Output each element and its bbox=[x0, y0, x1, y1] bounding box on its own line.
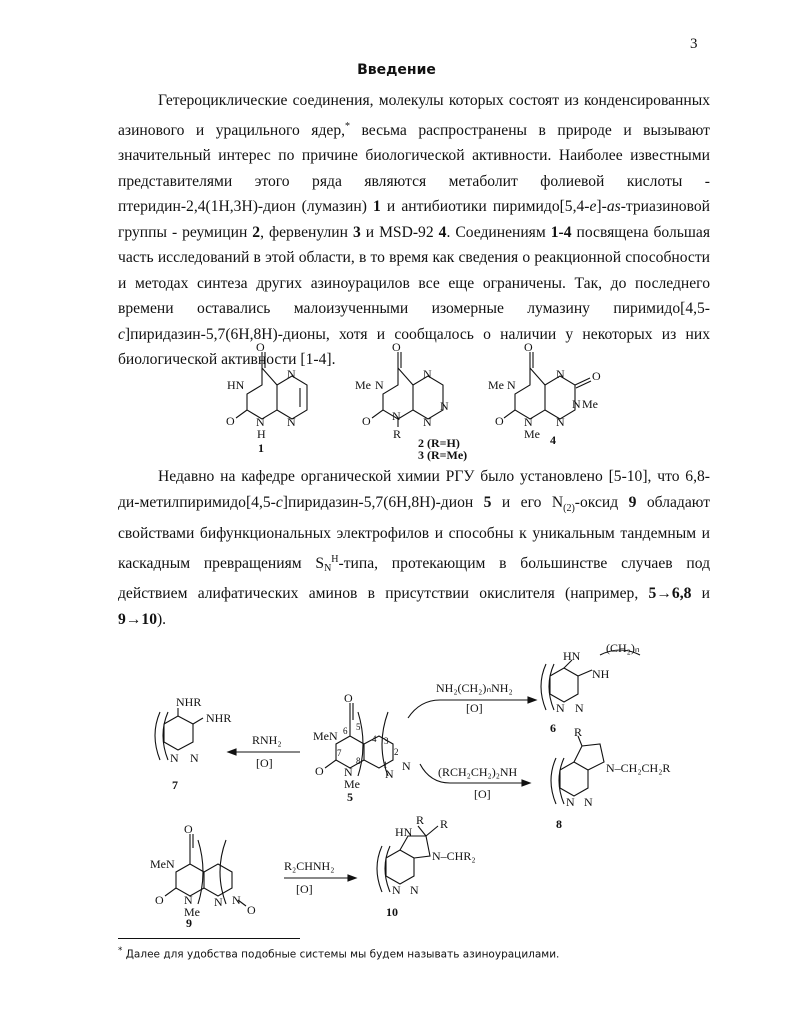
svg-text:N–CHR₂: N–CHR₂ bbox=[432, 849, 476, 863]
reaction-arrow-bottom bbox=[420, 764, 530, 801]
svg-text:N: N bbox=[402, 759, 411, 773]
svg-text:6: 6 bbox=[550, 721, 556, 735]
svg-text:Me: Me bbox=[344, 777, 360, 791]
svg-text:N: N bbox=[170, 751, 179, 765]
svg-text:HN: HN bbox=[227, 378, 245, 392]
svg-text:MeN: MeN bbox=[313, 729, 338, 743]
svg-text:N: N bbox=[423, 367, 432, 381]
svg-text:2 (R=H): 2 (R=H) bbox=[418, 436, 460, 450]
svg-text:N–CH₂CH₂R: N–CH₂CH₂R bbox=[606, 761, 671, 775]
svg-text:O: O bbox=[392, 340, 401, 354]
svg-text:O: O bbox=[226, 414, 235, 428]
section-heading: Введение bbox=[357, 62, 436, 78]
svg-text:N: N bbox=[375, 378, 384, 392]
svg-text:Me: Me bbox=[524, 427, 540, 441]
svg-text:O: O bbox=[184, 822, 193, 836]
svg-text:Me: Me bbox=[582, 397, 598, 411]
svg-text:R: R bbox=[393, 427, 402, 441]
svg-text:O: O bbox=[495, 414, 504, 428]
svg-text:N: N bbox=[556, 701, 565, 715]
svg-text:(CH₂)ₙ: (CH₂)ₙ bbox=[606, 641, 640, 655]
svg-text:[O]: [O] bbox=[256, 756, 273, 770]
reaction-arrow-left bbox=[228, 733, 300, 770]
svg-text:N: N bbox=[410, 883, 419, 897]
svg-text:8: 8 bbox=[356, 756, 361, 766]
svg-text:[O]: [O] bbox=[474, 787, 491, 801]
svg-text:3 (R=Me): 3 (R=Me) bbox=[418, 448, 468, 462]
svg-text:4: 4 bbox=[550, 433, 556, 447]
svg-text:N: N bbox=[344, 765, 353, 779]
svg-text:[O]: [O] bbox=[296, 882, 313, 896]
svg-text:O: O bbox=[344, 691, 353, 705]
svg-text:N: N bbox=[392, 883, 401, 897]
svg-text:R₂CHNH₂: R₂CHNH₂ bbox=[284, 859, 335, 873]
svg-text:O: O bbox=[155, 893, 164, 907]
svg-text:HN: HN bbox=[395, 825, 413, 839]
structure-7 bbox=[155, 695, 231, 792]
svg-text:N: N bbox=[256, 415, 265, 429]
svg-text:N: N bbox=[524, 415, 533, 429]
svg-text:N: N bbox=[423, 415, 432, 429]
svg-text:4: 4 bbox=[372, 734, 377, 744]
intro-paragraph: Гетероциклические соединения, молекулы которых состоят из конденсированных азинового и урацильного ядер,* весьма распространены в природе и вызывают значительный интерес по причине биологической активности. Наиболее известными представителями этого ряда являются метаболит фолиевой кислоты - птеридин-2,4(1H,3H)-дион (лумазин) 1 и антибиотики пиримидо[5,4-e]-as-триазиновой группы - реумицин 2, фервенулин 3 и MSD-92 4. Соединениям 1-4 посвящена большая часть исследований в этой области, в то время как сведения о реакционной способности и методах синтеза других азиноурацилов все еще ограничены. Так, до последнего времени оставались малоизученными изомерные лумазину пиримидо[4,5-c]пиридазин-5,7(6H,8H)-дионы, хотя и сообщалось о наличии у некоторых из них биологической активности [1-4]. bbox=[118, 92, 710, 369]
svg-text:N: N bbox=[287, 415, 296, 429]
svg-text:R: R bbox=[416, 813, 425, 827]
svg-text:Me: Me bbox=[488, 378, 504, 392]
svg-text:7: 7 bbox=[337, 748, 342, 758]
structure-6 bbox=[541, 641, 640, 735]
svg-text:Me: Me bbox=[184, 905, 200, 919]
svg-text:N: N bbox=[556, 415, 565, 429]
structure-10 bbox=[377, 813, 476, 919]
svg-text:NHR: NHR bbox=[206, 711, 232, 725]
reaction-arrow-9-10 bbox=[284, 859, 356, 896]
svg-text:RNH₂: RNH₂ bbox=[252, 733, 282, 747]
svg-text:6: 6 bbox=[343, 726, 348, 736]
structure-1 bbox=[226, 340, 307, 455]
svg-text:N: N bbox=[572, 397, 581, 411]
svg-text:O: O bbox=[362, 414, 371, 428]
svg-text:N: N bbox=[507, 378, 516, 392]
svg-text:O: O bbox=[247, 903, 256, 917]
svg-text:N: N bbox=[232, 893, 241, 907]
svg-text:1: 1 bbox=[258, 441, 264, 455]
svg-text:N: N bbox=[214, 895, 223, 909]
svg-text:N: N bbox=[190, 751, 199, 765]
svg-text:HN: HN bbox=[563, 649, 581, 663]
svg-text:N: N bbox=[556, 367, 565, 381]
svg-text:H: H bbox=[257, 427, 266, 441]
svg-text:3: 3 bbox=[384, 736, 389, 746]
svg-text:N: N bbox=[392, 409, 401, 423]
structure-8 bbox=[551, 725, 670, 831]
svg-text:(RCH₂CH₂)₂NH: (RCH₂CH₂)₂NH bbox=[438, 765, 518, 779]
svg-text:N: N bbox=[575, 701, 584, 715]
svg-text:R: R bbox=[440, 817, 449, 831]
structure-4 bbox=[488, 340, 601, 447]
structure-9 bbox=[150, 822, 256, 930]
svg-text:R: R bbox=[574, 725, 583, 739]
svg-text:O: O bbox=[315, 764, 324, 778]
svg-text:2: 2 bbox=[394, 747, 399, 757]
svg-text:NH₂(CH₂)ₙNH₂: NH₂(CH₂)ₙNH₂ bbox=[436, 681, 513, 695]
svg-text:N: N bbox=[566, 795, 575, 809]
page-number: 3 bbox=[690, 36, 698, 52]
footnote-separator bbox=[118, 938, 300, 939]
reaction-arrow-top bbox=[408, 681, 536, 718]
results-paragraph: Недавно на кафедре органической химии РГУ было установлено [5-10], что 6,8-ди-метилпиримидо[4,5-c]пиридазин-5,7(6H,8H)-дион 5 и его $N_{(2)}$-оксид 9 обладают свойствами бифункциональных электрофилов и способны к уникальным тандемным и каскадным превращениям $SN^H$-типа, протекающим в большинстве случаев под действием алифатических аминов в присутствии окислителя (например, 5→6,8 и 9→10). bbox=[118, 468, 711, 628]
footnote-mark: * bbox=[345, 120, 351, 132]
svg-text:N: N bbox=[184, 893, 193, 907]
svg-text:N: N bbox=[584, 795, 593, 809]
svg-text:NH: NH bbox=[592, 667, 610, 681]
svg-text:[O]: [O] bbox=[466, 701, 483, 715]
svg-text:O: O bbox=[592, 369, 601, 383]
svg-text:1: 1 bbox=[383, 760, 388, 770]
svg-text:Me: Me bbox=[355, 378, 371, 392]
svg-text:NHR: NHR bbox=[176, 695, 202, 709]
svg-text:7: 7 bbox=[172, 778, 178, 792]
svg-text:N: N bbox=[287, 367, 296, 381]
svg-text:9: 9 bbox=[186, 916, 192, 930]
footnote: * Далее для удобства подобные системы мы будем называть азиноурацилами. bbox=[118, 946, 560, 961]
svg-text:5: 5 bbox=[347, 790, 353, 804]
svg-text:O: O bbox=[256, 340, 265, 354]
svg-text:N: N bbox=[440, 399, 449, 413]
svg-text:5: 5 bbox=[356, 722, 361, 732]
svg-text:10: 10 bbox=[386, 905, 398, 919]
structure-5 bbox=[313, 691, 411, 804]
svg-text:8: 8 bbox=[556, 817, 562, 831]
svg-text:MeN: MeN bbox=[150, 857, 175, 871]
svg-text:N: N bbox=[385, 767, 394, 781]
svg-text:O: O bbox=[524, 340, 533, 354]
structure-2-3 bbox=[355, 340, 467, 462]
